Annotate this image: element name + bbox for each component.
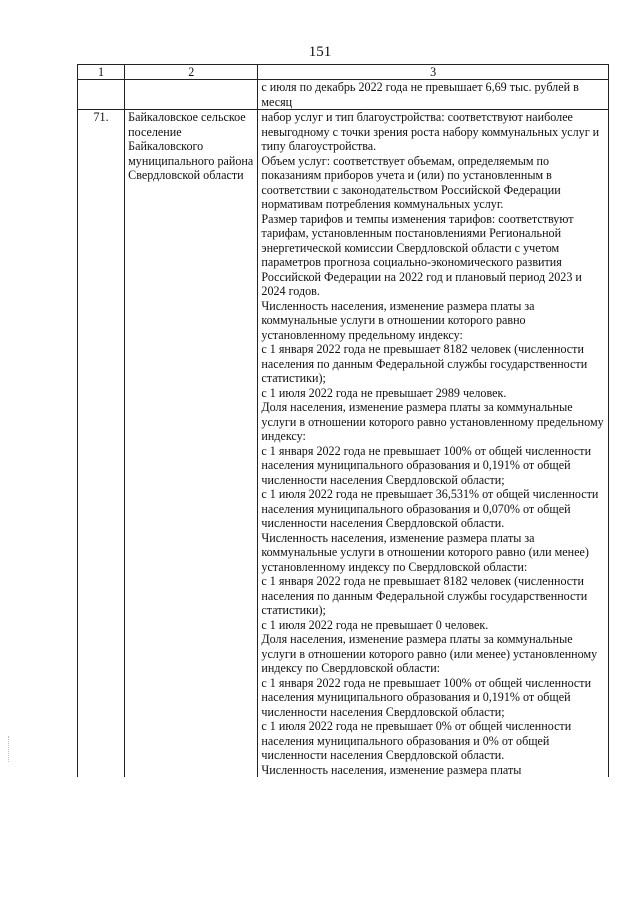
table-row-continuation [78,80,609,110]
continuation-text-cell: с июля по декабрь 2022 года не превышает 6,69 тыс. рублей в месяц [258,80,609,110]
paragraph-population-next: Численность населения, изменение размера платы [261,762,522,777]
paragraph-share-region-jan: с 1 января 2022 года не превышает 100% от общей численности населения муниципального образования и 0,191% от общей численности населения Свердловской области; [261,675,592,719]
paragraph-share-jul: с 1 июля 2022 года не превышает 36,531% от общей численности населения муниципального образования и 0,070% от общей численности населения Свердловской области. [261,487,599,530]
paragraph-share-heading: Доля населения, изменение размера платы за коммунальные услуги в отношении которого равно установленному предельному индексу: [261,400,604,443]
paragraph-population-region-jan: с 1 января 2022 года не превышает 8182 человек (численности населения по данным Федеральной службы государственности статистики); [261,574,588,617]
row-number-cell: 71. [78,110,125,778]
paragraph-population-jul: с 1 июля 2022 года не превышает 2989 человек. [261,385,507,400]
continuation-region-cell [125,80,258,110]
paragraph-population-jan: с 1 января 2022 года не превышает 8182 человек (численности населения по данным Федеральной службы государственности статистики); [261,342,588,385]
paragraph-volume: Объем услуг: соответствует объемам, определяемым по показаниям приборов учета и (или) по установленным в соответствии с законодательством Российской Федерации нормативам потребления коммунальных услуг. [261,153,561,211]
table-row [78,110,609,778]
column-header-2: 2 [125,65,258,80]
indicator-text-cell [258,110,609,778]
continuation-number-cell [78,80,125,110]
column-header-1: 1 [78,65,125,80]
paragraph-population-region-heading: Численность населения, изменение размера платы за коммунальные услуги в отношении которого равно (или менее) установленному индексу по Свердловской области: [261,530,589,574]
paragraph-share-region-jul: с 1 июля 2022 года не превышает 0% от общей численности населения муниципального образования и 0% от общей численности населения Свердловской области. [261,719,572,762]
paragraph-share-jan: с 1 января 2022 года не превышает 100% от общей численности населения муниципального образования и 0,191% от общей численности населения Свердловской области; [261,443,592,487]
paragraph-tariffs: Размер тарифов и темпы изменения тарифов: соответствуют тарифам, установленным постановлениями Региональной энергетической комиссии Свердловской области с учетом параметров прогноза социально-экономического развития Российской Федерации на 2022 год и плановый период 2023 и 2024 годов. [261,211,582,298]
page-number: 151 [308,44,332,60]
paragraph-population-heading: Численность населения, изменение размера платы за коммунальные услуги в отношении которого равно установленному предельному индексу: [261,298,535,342]
scan-artifact [8,736,11,762]
tariff-table [77,64,609,777]
region-name-cell: Байкаловское сельское поселение Байкаловского муниципального района Свердловской области [125,110,258,778]
paragraph-services: набор услуг и тип благоустройства: соответствуют наиболее невыгодному с точки зрения роста набору коммунальных услуг и типу благоустройства. [261,110,600,153]
column-header-3: 3 [258,65,609,80]
paragraph-population-region-jul: с 1 июля 2022 года не превышает 0 человек. [261,617,489,632]
paragraph-share-region-heading: Доля населения, изменение размера платы за коммунальные услуги в отношении которого равно (или менее) установленному индексу по Свердловской области: [261,632,598,675]
table-header-row [78,65,609,80]
